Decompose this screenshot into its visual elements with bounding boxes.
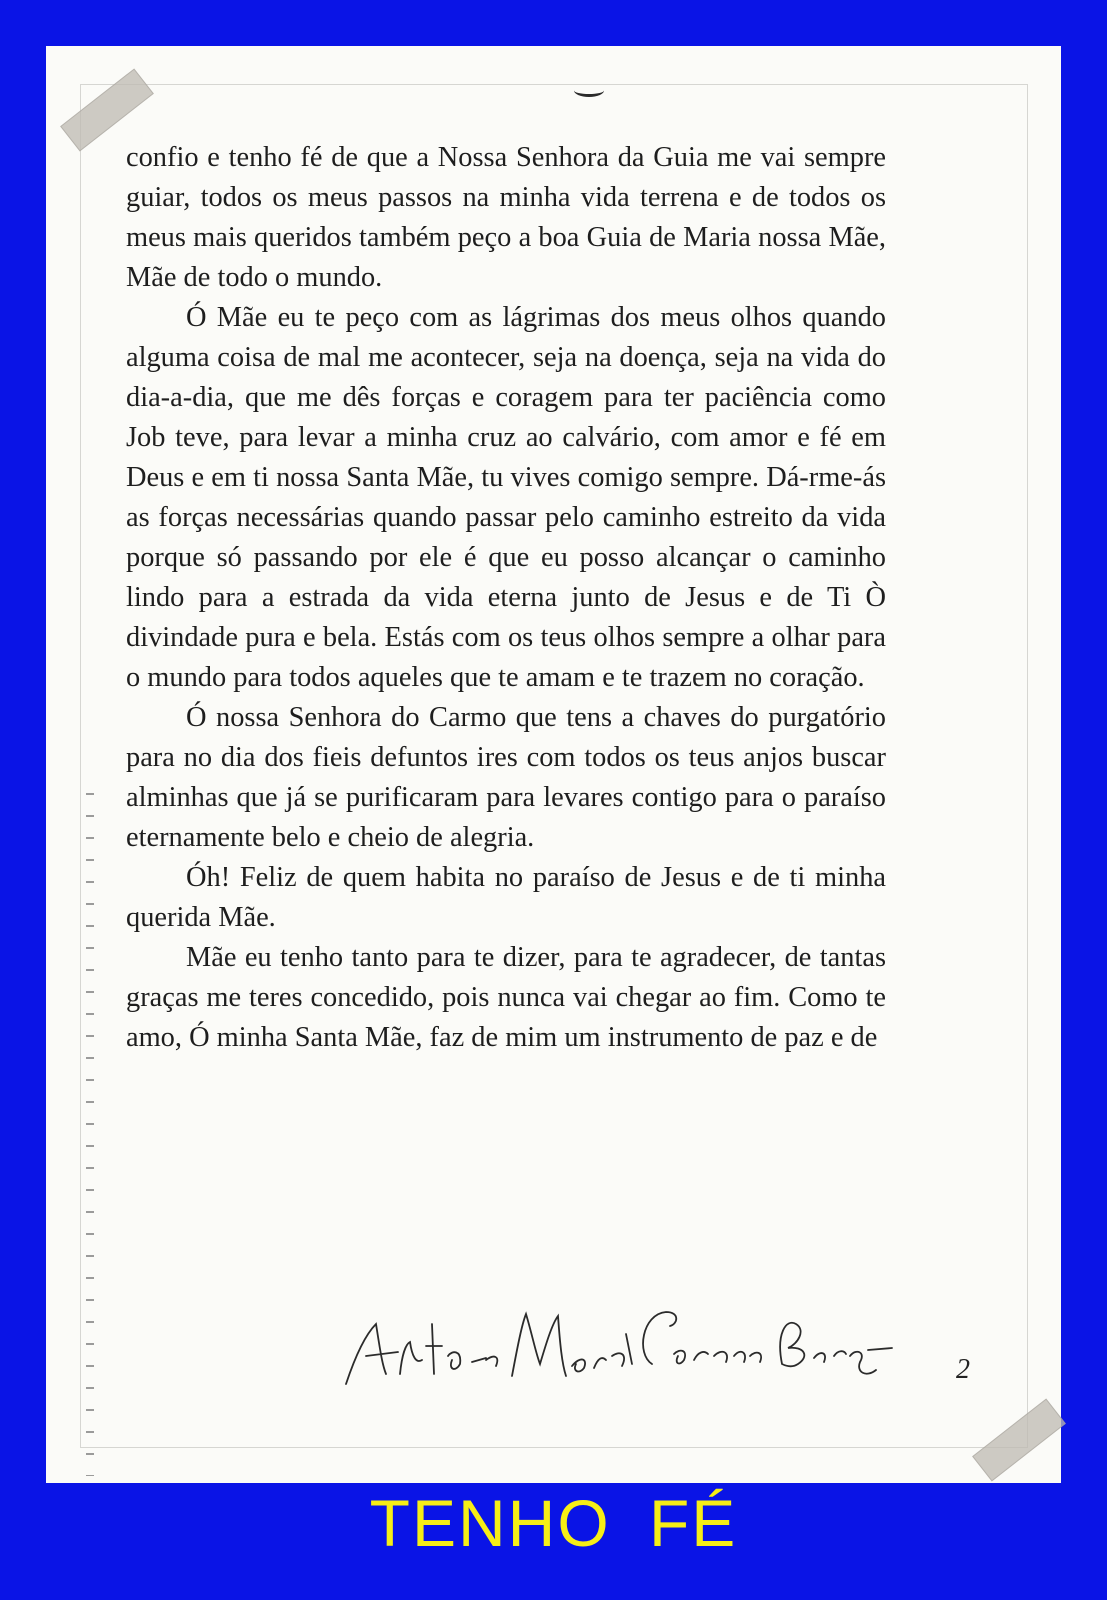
document-page [46, 46, 1061, 1483]
paragraph-3: Ó nossa Senhora do Carmo que tens a chaves do purgatório para no dia dos fieis defuntos ires com todos os teus anjos buscar alminhas que já se purificaram para levares contigo para o paraíso eternamente belo e cheio de alegria. [126, 702, 886, 853]
page-title: TENHO FÉ [369, 1486, 738, 1560]
handwritten-signature [336, 1294, 896, 1394]
paragraph-5: Mãe eu tenho tanto para te dizer, para te agradecer, de tantas graças me teres concedido, pois nunca vai chegar ao fim. Como te amo, Ó minha Santa Mãe, faz de mim um instrumento de paz e de [126, 942, 886, 1053]
top-mark [574, 84, 604, 97]
scan-speckles [86, 786, 94, 1476]
page-number: 2 [956, 1354, 970, 1385]
paragraph-4: Óh! Feliz de quem habita no paraíso de Jesus e de ti minha querida Mãe. [126, 862, 886, 933]
paragraph-1: confio e tenho fé de que a Nossa Senhora da Guia me vai sempre guiar, todos os meus passos na minha vida terrena e de todos os meus mais queridos também peço a boa Guia de Maria nossa Mãe, Mãe de todo o mundo. [126, 142, 886, 293]
paragraph-2: Ó Mãe eu te peço com as lágrimas dos meus olhos quando alguma coisa de mal me acontecer, seja na doença, seja na vida do dia-a-dia, que me dês forças e coragem para ter paciência como Job teve, para levar a minha cruz ao calvário, com amor e fé em Deus e em ti nossa Santa Mãe, tu vives comigo sempre. Dá-rme-ás as forças necessárias quando passar pelo caminho estreito da vida porque só passando por ele é que eu posso alcançar o caminho lindo para a estrada da vida eterna junto de Jesus e de Ti Ò divindade pura e bela. Estás com os teus olhos sempre a olhar para o mundo para todos aqueles que te amam e te trazem no coração. [126, 302, 886, 693]
document-text [126, 138, 886, 1058]
